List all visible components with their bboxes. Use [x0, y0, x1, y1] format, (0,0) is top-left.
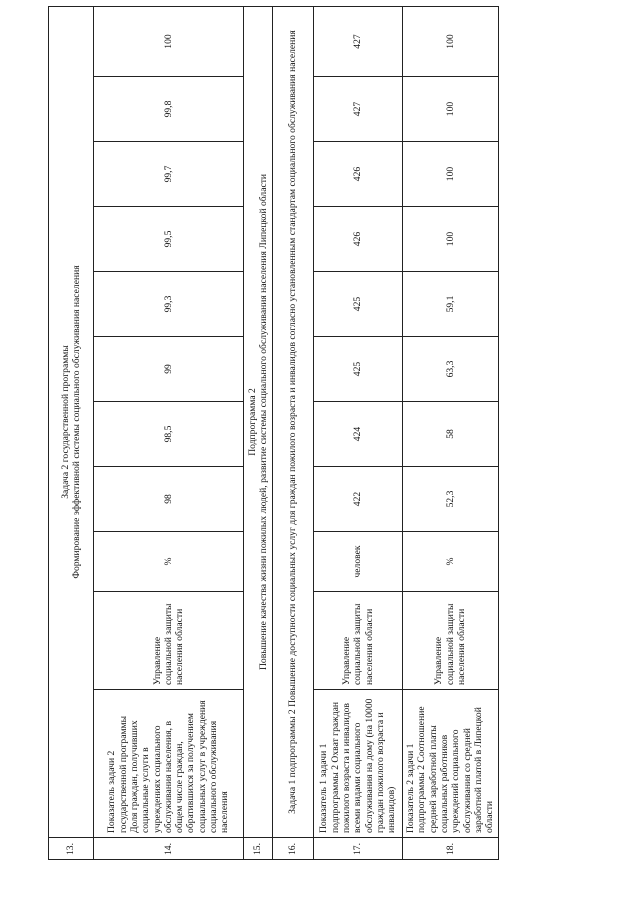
value-cell: 425 — [314, 272, 403, 337]
value-cell: 63,3 — [403, 337, 499, 402]
unit-cell: человек — [314, 532, 403, 592]
subprogram-title-line: Повышение качества жизни пожилых людей, развитие системы социального обслуживания населения Липецкой области — [258, 173, 269, 671]
value-cell: 100 — [94, 6, 244, 76]
value-cell: 426 — [314, 207, 403, 272]
value-cell: 422 — [314, 467, 403, 532]
indicator-name: Показатель 2 задачи 1 подпрограммы 2 Соотношение средней заработной платы социальных работников учреждений социального обслуживания со средней заработной платой в Липецкой области — [403, 690, 499, 838]
value-cell: 98,5 — [94, 402, 244, 467]
value-cell: 427 — [314, 6, 403, 76]
value-cell: 99,7 — [94, 142, 244, 207]
task-title: Задача 1 подпрограммы 2 Повышение доступности социальных услуг для граждан пожилого возраста и инвалидов согласно установленным стандартам социального обслуживания населения — [273, 6, 314, 837]
responsible-executor: Управление социальной защиты населения области — [314, 592, 403, 690]
section-title — [49, 6, 94, 837]
indicator-name: Показатель задачи 2 государственной программы Доля граждан, получивших социальные услуги в учреждениях социального обслуживания населения, в общем числе граждан, обратившихся за получением социальных услуг в учреждения социального обслуживания населения — [94, 690, 244, 838]
value-cell: 59,1 — [403, 272, 499, 337]
indicator-name: Показатель 1 задачи 1 подпрограммы 2 Охват граждан пожилого возраста и инвалидов всеми видами социального обслуживания на дому (на 10000 граждан пожилого возраста и инвалидов) — [314, 690, 403, 838]
table-row — [94, 6, 244, 859]
responsible-executor: Управление социальной защиты населения области — [403, 592, 499, 690]
value-cell: 99 — [94, 337, 244, 402]
value-cell: 99,5 — [94, 207, 244, 272]
value-cell: 426 — [314, 142, 403, 207]
subprogram-title-line: Подпрограмма 2 — [246, 388, 258, 456]
value-cell: 100 — [403, 77, 499, 142]
table-row — [273, 6, 314, 859]
responsible-executor: Управление социальной защиты населения области — [94, 592, 244, 690]
value-cell: 99,8 — [94, 77, 244, 142]
row-number: 13. — [49, 838, 94, 860]
table-row — [403, 6, 499, 859]
row-number: 15. — [244, 838, 273, 860]
section-title-line: Задача 2 государственной программы — [59, 345, 71, 499]
value-cell: 52,3 — [403, 467, 499, 532]
value-cell: 99,3 — [94, 272, 244, 337]
value-cell: 98 — [94, 467, 244, 532]
section-title-line: Формирование эффективной системы социального обслуживания населения — [71, 265, 82, 579]
value-cell: 425 — [314, 337, 403, 402]
subprogram-title — [244, 6, 273, 837]
value-cell: 100 — [403, 142, 499, 207]
value-cell: 424 — [314, 402, 403, 467]
table-row — [49, 6, 94, 859]
row-number: 14. — [94, 838, 244, 860]
unit-cell: % — [94, 532, 244, 592]
value-cell: 427 — [314, 77, 403, 142]
row-number: 17. — [314, 838, 403, 860]
unit-cell: % — [403, 532, 499, 592]
row-number: 16. — [273, 838, 314, 860]
value-cell: 100 — [403, 207, 499, 272]
table-row — [314, 6, 403, 859]
row-number: 18. — [403, 838, 499, 860]
table-row — [244, 6, 273, 859]
indicators-table — [48, 6, 499, 860]
value-cell: 100 — [403, 6, 499, 76]
value-cell: 58 — [403, 402, 499, 467]
